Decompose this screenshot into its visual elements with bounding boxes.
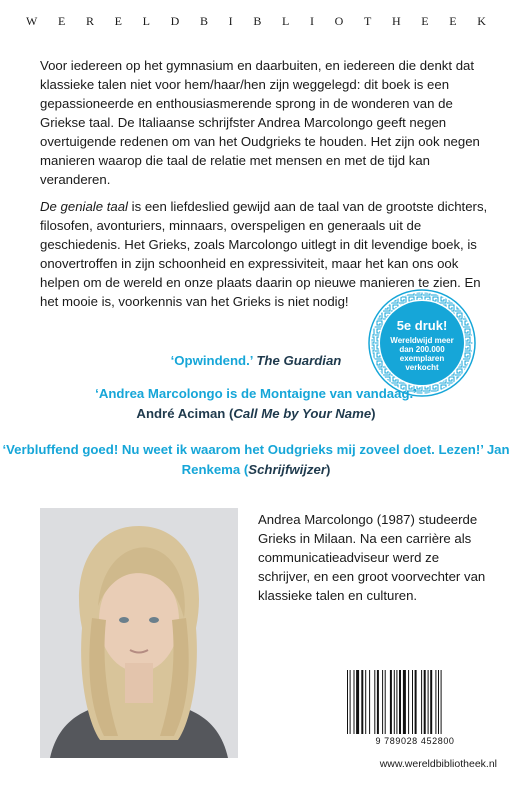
barcode-bar — [377, 670, 379, 734]
website-url[interactable]: www.wereldbibliotheek.nl — [379, 758, 497, 770]
barcode-bar — [382, 670, 383, 734]
barcode-bar — [399, 670, 401, 734]
quote-renkema-work: Schrijfwijzer — [248, 462, 326, 477]
publisher-letter: E — [421, 14, 429, 28]
barcode-number: 9 789028 452800 — [375, 736, 455, 746]
edition-seal — [367, 288, 477, 398]
publisher-letter: R — [85, 14, 94, 28]
barcode-bar — [385, 670, 386, 734]
barcode-bar — [408, 670, 409, 734]
barcode-bar — [365, 670, 366, 734]
publisher-letter: K — [477, 14, 486, 28]
barcode-bar — [394, 670, 395, 734]
book-title-italic: De geniale taal — [40, 199, 128, 214]
publisher-letter: L — [142, 14, 150, 28]
publisher-letter: E — [114, 14, 122, 28]
barcode-bar — [421, 670, 422, 734]
barcode-bar — [361, 670, 363, 734]
barcode-bar — [347, 670, 348, 734]
quote-aciman-work: Call Me by Your Name — [233, 406, 372, 421]
publisher-wordmark — [26, 14, 486, 29]
publisher-letter: B — [253, 14, 262, 28]
seal-line-2: dan 200.000 — [399, 345, 445, 354]
author-bio: Andrea Marcolongo (1987) studeerde Grieks in Milaan. Na een carrière als communicatieadviseur werd ze schrijver, en een groot voorvechter van klassieke talen en culturen. — [258, 512, 486, 603]
barcode-bar — [428, 670, 429, 734]
seal-headline: 5e druk! — [396, 318, 448, 333]
publisher-letter: W — [26, 14, 38, 28]
quote-guardian: ‘Opwindend.’ The Guardian — [170, 353, 342, 368]
seal-line-4: verkocht — [405, 363, 439, 372]
barcode-bar — [438, 670, 439, 734]
seal-line-1: Wereldwijd meer — [390, 336, 454, 345]
barcode-bar — [396, 670, 397, 734]
barcode-bar — [369, 670, 370, 734]
barcode-bar — [435, 670, 436, 734]
quote-aciman-text: ‘Andrea Marcolongo is de Montaigne van vandaag.’ — [95, 386, 417, 401]
publisher-letter: T — [363, 14, 372, 28]
quote-renkema: ‘Verbluffend goed! Nu weet ik waarom het Oudgrieks mij zoveel doet. Lezen!’ Jan Renkema (Schrijfwijzer) — [2, 442, 510, 477]
publisher-letter: B — [199, 14, 208, 28]
barcode-bar — [415, 670, 417, 734]
publisher-letter: H — [391, 14, 401, 28]
blurb-paragraph-2-text: is een liefdeslied gewijd aan de taal van de grootste dichters, filosofen, avonturiers, minnaars, overspeligen en generaals uit de geschiedenis. Het Grieks, zoals Marcolongo uitlegt in dit levendige boek, is onovertroffen in zijn schoonheid en expressiviteit, maar het kan ons ook helpen om de wereld en onze plaats daarin op nieuwe manieren te zien. En het mooie is, voorkennis van het Grieks is niet nodig! — [40, 199, 488, 309]
publisher-letter: E — [57, 14, 66, 28]
barcode-bar — [356, 670, 359, 734]
barcode-bar — [403, 670, 406, 734]
publisher-letter: I — [228, 14, 233, 28]
barcode-bar — [374, 670, 375, 734]
quote-guardian-source: The Guardian — [256, 353, 342, 368]
publisher-letter: E — [449, 14, 457, 28]
barcode-bar — [424, 670, 426, 734]
isbn-barcode — [341, 668, 485, 746]
quote-renkema-text: ‘Verbluffend goed! Nu weet ik waarom het Oudgrieks mij zoveel doet. Lezen!’ Jan Renkema ( — [2, 442, 510, 477]
barcode-bar — [430, 670, 432, 734]
barcode-bar — [412, 670, 413, 734]
barcode-bar — [354, 670, 355, 734]
publisher-letter: I — [309, 14, 314, 28]
publisher-letter: L — [281, 14, 290, 28]
seal-line-3: exemplaren — [399, 354, 445, 363]
publisher-letter: O — [334, 14, 344, 28]
quote-aciman: ‘Andrea Marcolongo is de Montaigne van vandaag.’ André Aciman (Call Me by Your Name) — [95, 386, 417, 421]
publisher-letter: D — [170, 14, 180, 28]
barcode-bar — [350, 670, 351, 734]
blurb-paragraph-1: Voor iedereen op het gymnasium en daarbuiten, en iedereen die denkt dat klassieke talen niet voor hem/haar/hen zijn weggelegd: dit boek is een gepassioneerde en enthousiasmerende sprong in de wonderen van de Griekse taal. De Italiaanse schrijfster Andrea Marcolongo geeft negen overtuigende redenen om van het Oudgrieks te houden. Het zijn ook negen manieren waarop die taal de relatie met mensen en met de tijd kan veranderen. — [40, 58, 480, 187]
author-photo — [40, 508, 238, 758]
barcode-bar — [390, 670, 392, 734]
barcode-bar — [441, 670, 442, 734]
